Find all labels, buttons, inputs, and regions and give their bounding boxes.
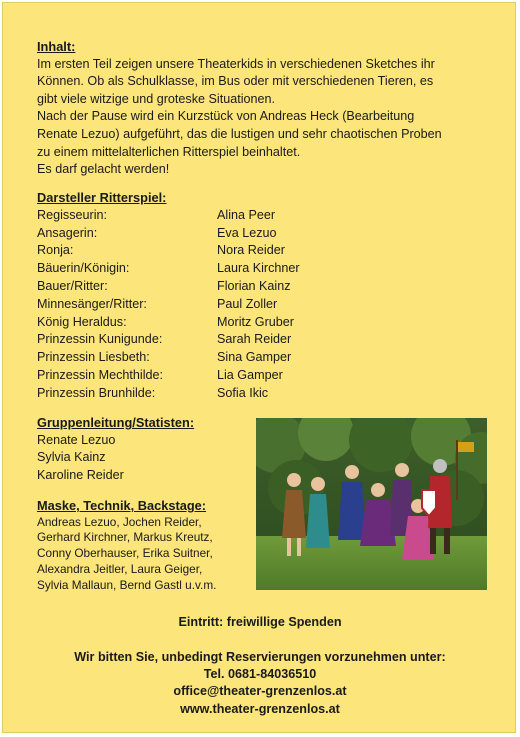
cast-role: Bauer/Ritter: — [37, 278, 108, 293]
cast-row — [37, 385, 337, 403]
cast-role: Prinzessin Kunigunde: — [37, 332, 163, 347]
email-address: office@theater-grenzenlos.at — [173, 684, 347, 699]
cast-actor: Moritz Gruber — [217, 314, 294, 329]
cast-row — [37, 314, 337, 332]
cast-role: Minnesänger/Ritter: — [37, 296, 147, 311]
cast-role: Prinzessin Mechthilde: — [37, 367, 163, 382]
synopsis-heading: Inhalt: — [37, 39, 76, 54]
group-lead-name: Sylvia Kainz — [37, 450, 106, 465]
backstage-line: Gerhard Kirchner, Markus Kreutz, — [37, 530, 213, 545]
synopsis-line: Nach der Pause wird ein Kurzstück von Andreas Heck (Bearbeitung — [37, 109, 415, 124]
reservation-section — [3, 649, 517, 718]
cast-actor: Sarah Reider — [217, 332, 292, 347]
cast-actor: Alina Peer — [217, 207, 276, 222]
program-page — [2, 2, 516, 733]
synopsis-line: zu einem mittelalterlichen Ritterspiel beinhaltet. — [37, 144, 301, 159]
cast-actor: Florian Kainz — [217, 278, 291, 293]
reservation-text: Wir bitten Sie, unbedingt Reservierungen vorzunehmen unter: — [74, 650, 446, 664]
cast-actor: Nora Reider — [217, 243, 285, 258]
cast-row — [37, 296, 337, 314]
synopsis-line: gibt viele witzige und groteske Situationen. — [37, 91, 276, 106]
cast-row — [37, 207, 337, 225]
cast-actor: Laura Kirchner — [217, 261, 300, 276]
admission-info: Eintritt: freiwillige Spenden — [178, 615, 342, 629]
cast-role: Bäuerin/Königin: — [37, 261, 130, 276]
synopsis-line: Können. Ob als Schulklasse, im Bus oder mit verschiedenen Tieren, es — [37, 74, 434, 89]
backstage-line: Conny Oberhauser, Erika Suitner, — [37, 546, 213, 561]
cast-row — [37, 260, 337, 278]
cast-role: Prinzessin Brunhilde: — [37, 385, 156, 400]
cast-row — [37, 349, 337, 367]
phone-number: Tel. 0681-84036510 — [203, 667, 317, 682]
cast-row — [37, 331, 337, 349]
cast-actor: Eva Lezuo — [217, 225, 277, 240]
backstage-section — [37, 497, 255, 594]
cast-role: Ansagerin: — [37, 225, 98, 240]
synopsis-line: Es darf gelacht werden! — [37, 162, 170, 177]
backstage-line: Sylvia Mallaun, Bernd Gastl u.v.m. — [37, 577, 217, 592]
synopsis-line: Im ersten Teil zeigen unsere Theaterkids in verschiedenen Sketches ihr — [37, 56, 435, 71]
group-lead-name: Karoline Reider — [37, 467, 124, 482]
backstage-line: Andreas Lezuo, Jochen Reider, — [37, 514, 202, 529]
cast-row — [37, 367, 337, 385]
cast-row — [37, 225, 337, 243]
website-url: www.theater-grenzenlos.at — [180, 701, 340, 716]
cast-row — [37, 242, 337, 260]
cast-role: Regisseurin: — [37, 207, 107, 222]
cast-photo — [256, 418, 487, 590]
group-lead-name: Renate Lezuo — [37, 432, 116, 447]
cast-actor: Sofia Ikic — [217, 385, 269, 400]
backstage-heading: Maske, Technik, Backstage: — [37, 498, 207, 513]
backstage-line: Alexandra Jeitler, Laura Geiger, — [37, 561, 203, 576]
cast-section — [37, 189, 337, 403]
synopsis-section — [37, 38, 497, 179]
cast-role: König Heraldus: — [37, 314, 127, 329]
cast-role: Prinzessin Liesbeth: — [37, 350, 150, 365]
cast-heading: Darsteller Ritterspiel: — [37, 190, 167, 205]
cast-actor: Paul Zoller — [217, 296, 278, 311]
group-lead-section — [37, 414, 247, 484]
group-lead-heading: Gruppenleitung/Statisten: — [37, 415, 195, 430]
cast-row — [37, 278, 337, 296]
synopsis-line: Renate Lezuo) aufgeführt, das die lustigen und sehr chaotischen Proben — [37, 126, 442, 141]
cast-role: Ronja: — [37, 243, 74, 258]
cast-actor: Lia Gamper — [217, 367, 283, 382]
cast-actor: Sina Gamper — [217, 350, 292, 365]
